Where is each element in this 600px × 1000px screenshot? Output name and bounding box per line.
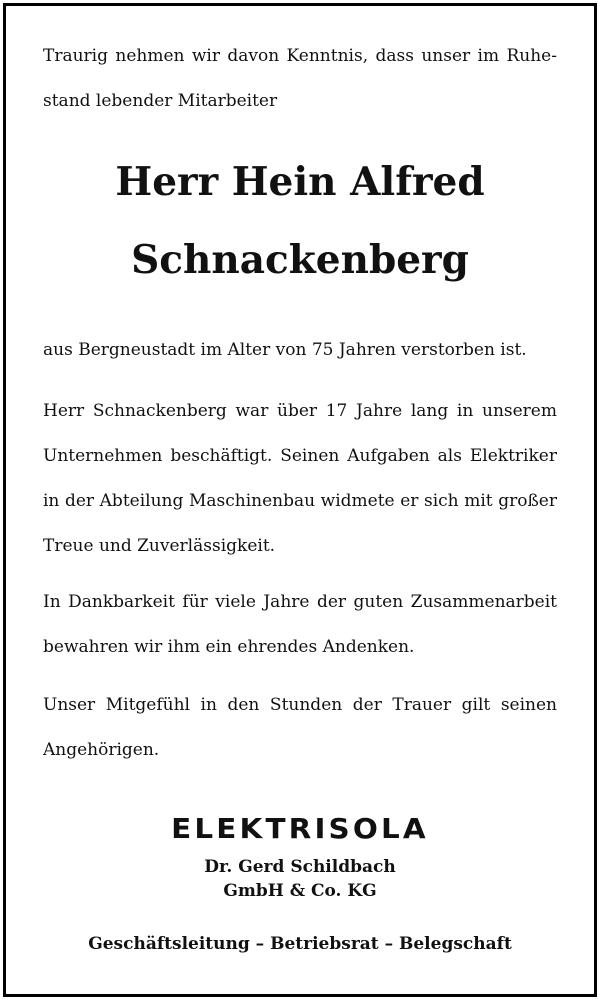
deceased-name-line1: Herr Hein Alfred bbox=[115, 159, 485, 205]
thanks-text: In Dankbarkeit für viele Jahre der guten Zusammenarbeit bewahren wir ihm ein ehrendes Andenken. bbox=[43, 592, 557, 657]
age-text: aus Bergneustadt im Alter von 75 Jahren verstorben ist. bbox=[43, 340, 527, 360]
signers-line: Geschäftsleitung – Betriebsrat – Belegschaft bbox=[88, 934, 512, 954]
work-text: Herr Schnackenberg war über 17 Jahre lang in unserem Unternehmen beschäftigt. Seinen Aufgaben als Elektriker in der Abteilung Maschinenbau widmete er sich mit großer Treue und Zuverlässigkeit. bbox=[43, 401, 557, 556]
intro-text: Traurig nehmen wir davon Kenntnis, dass unser im Ruhestand lebender Mitarbeiter bbox=[43, 46, 557, 111]
company-name-line2: GmbH & Co. KG bbox=[223, 881, 377, 901]
company-logo: ELEKTRISOLA bbox=[171, 812, 429, 845]
deceased-name-line2: Schnackenberg bbox=[131, 237, 469, 283]
sympathy-text: Unser Mitgefühl in den Stunden der Trauer gilt seinen Angehörigen. bbox=[43, 695, 557, 760]
company-name-line1: Dr. Gerd Schildbach bbox=[204, 857, 396, 877]
